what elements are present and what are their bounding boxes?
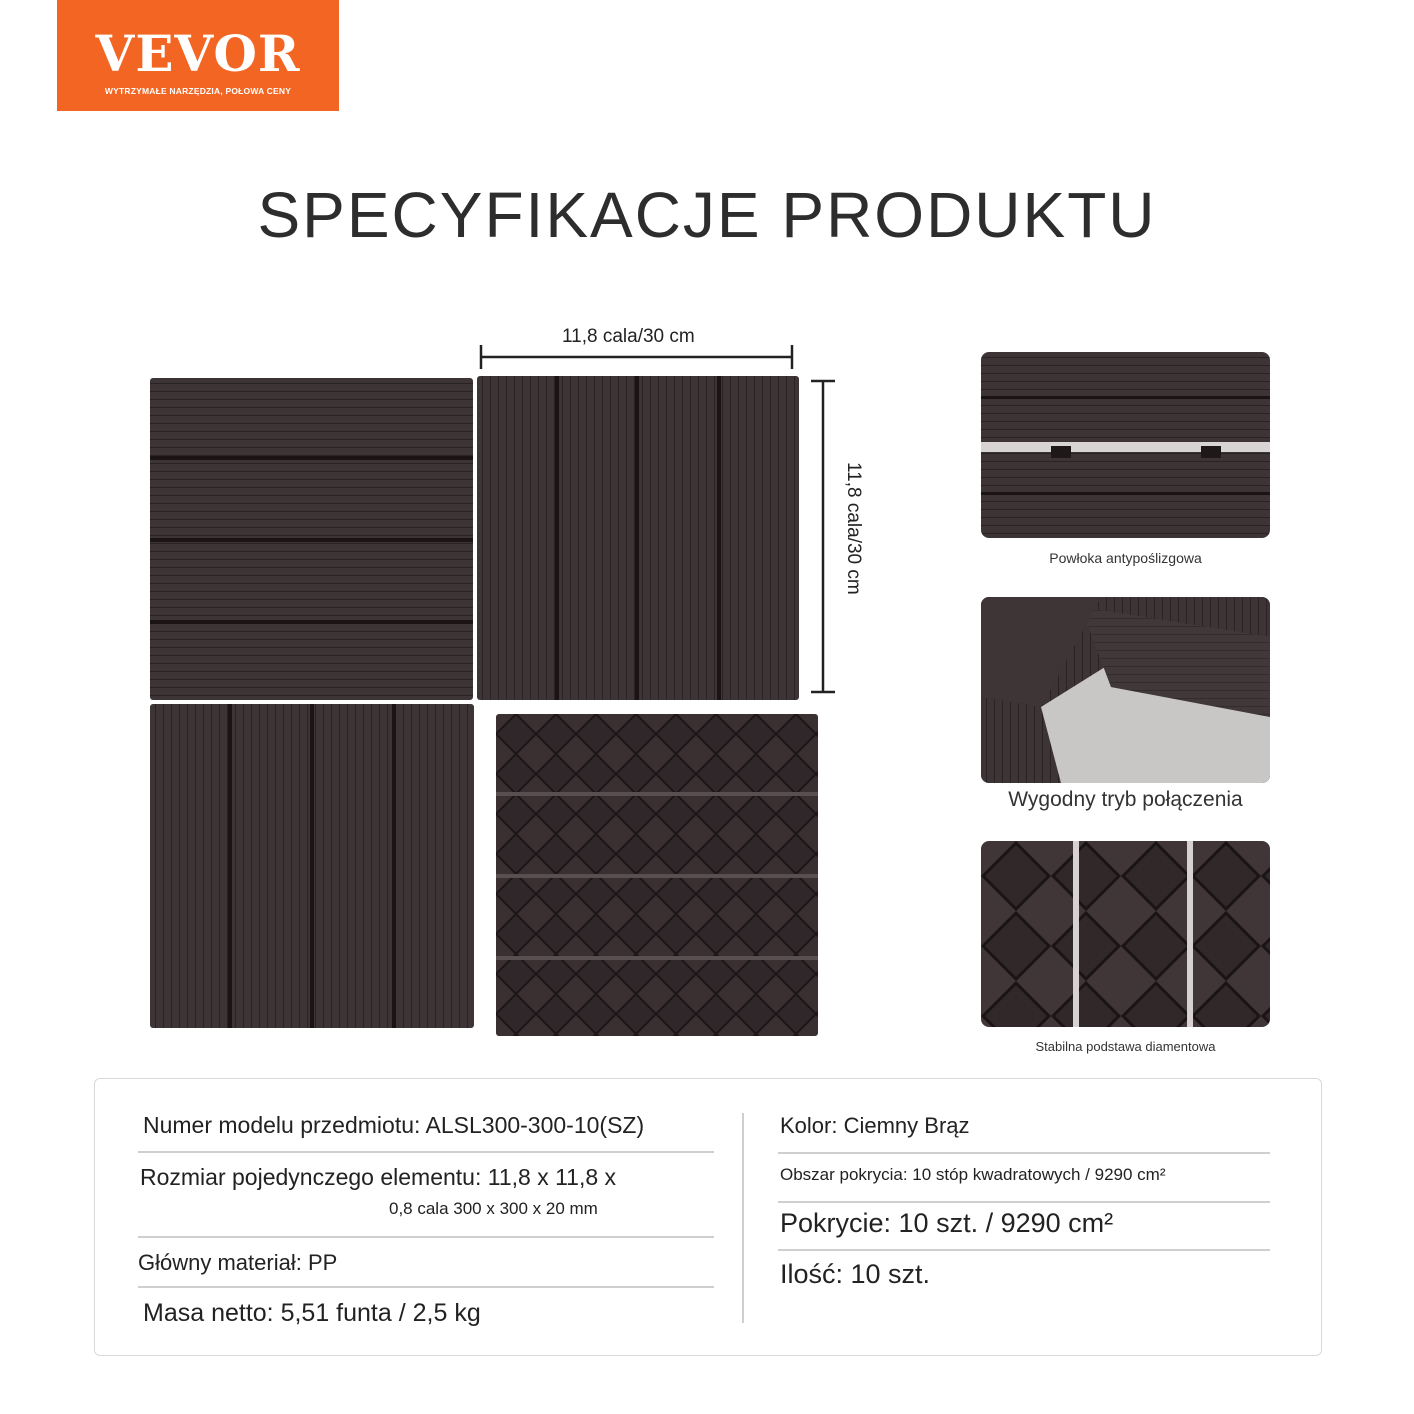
thumb-connection-mode bbox=[981, 597, 1270, 783]
tile-vertical-slats-bottom bbox=[150, 704, 476, 1030]
logo-registered-mark: ® bbox=[364, 28, 373, 40]
vevor-logo bbox=[57, 0, 373, 111]
height-dimension-arrow bbox=[808, 378, 838, 696]
thumb-diamond-base bbox=[981, 841, 1270, 1027]
spec-model: Numer modelu przedmiotu: ALSL300-300-10(SZ) bbox=[143, 1112, 645, 1138]
spec-weight: Masa netto: 5,51 funta / 2,5 kg bbox=[143, 1299, 481, 1327]
logo-tagline: WYTRZYMAŁE NARZĘDZIA, POŁOWA CENY bbox=[104, 86, 292, 96]
column-divider bbox=[742, 1113, 744, 1323]
thumb-anti-slip-coating bbox=[981, 352, 1270, 538]
spec-material: Główny materiał: PP bbox=[138, 1250, 338, 1275]
spec-coverage-area: Obszar pokrycia: 10 stóp kwadratowych / 9290 cm² bbox=[780, 1165, 1166, 1184]
page-title: SPECYFIKACJE PRODUKTU bbox=[257, 179, 1157, 251]
spec-coverage: Pokrycie: 10 szt. / 9290 cm² bbox=[780, 1208, 1114, 1238]
divider bbox=[138, 1286, 714, 1288]
divider bbox=[138, 1151, 714, 1153]
spec-size-line2: 0,8 cala 300 x 300 x 20 mm bbox=[389, 1199, 598, 1218]
tile-horizontal-slats bbox=[150, 378, 475, 702]
spec-size-line1: Rozmiar pojedynczego elementu: 11,8 x 11,8 x bbox=[140, 1164, 617, 1190]
spec-quantity: Ilość: 10 szt. bbox=[780, 1259, 931, 1289]
caption-connection: Wygodny tryb połączenia bbox=[1008, 788, 1243, 811]
logo-brand: VEVOR bbox=[95, 24, 301, 83]
tile-vertical-slats-top bbox=[477, 376, 807, 702]
height-label: 11,8 cala/30 cm bbox=[843, 462, 864, 595]
caption-anti-slip: Powłoka antypoślizgowa bbox=[1049, 550, 1202, 566]
spec-color: Kolor: Ciemny Brąz bbox=[780, 1113, 970, 1138]
divider bbox=[778, 1201, 1270, 1203]
tile-underside-diamond bbox=[496, 714, 822, 1040]
caption-diamond-base: Stabilna podstawa diamentowa bbox=[1035, 1039, 1216, 1054]
divider bbox=[778, 1152, 1270, 1154]
divider bbox=[778, 1249, 1270, 1251]
divider bbox=[138, 1236, 714, 1238]
width-label: 11,8 cala/30 cm bbox=[562, 326, 695, 347]
